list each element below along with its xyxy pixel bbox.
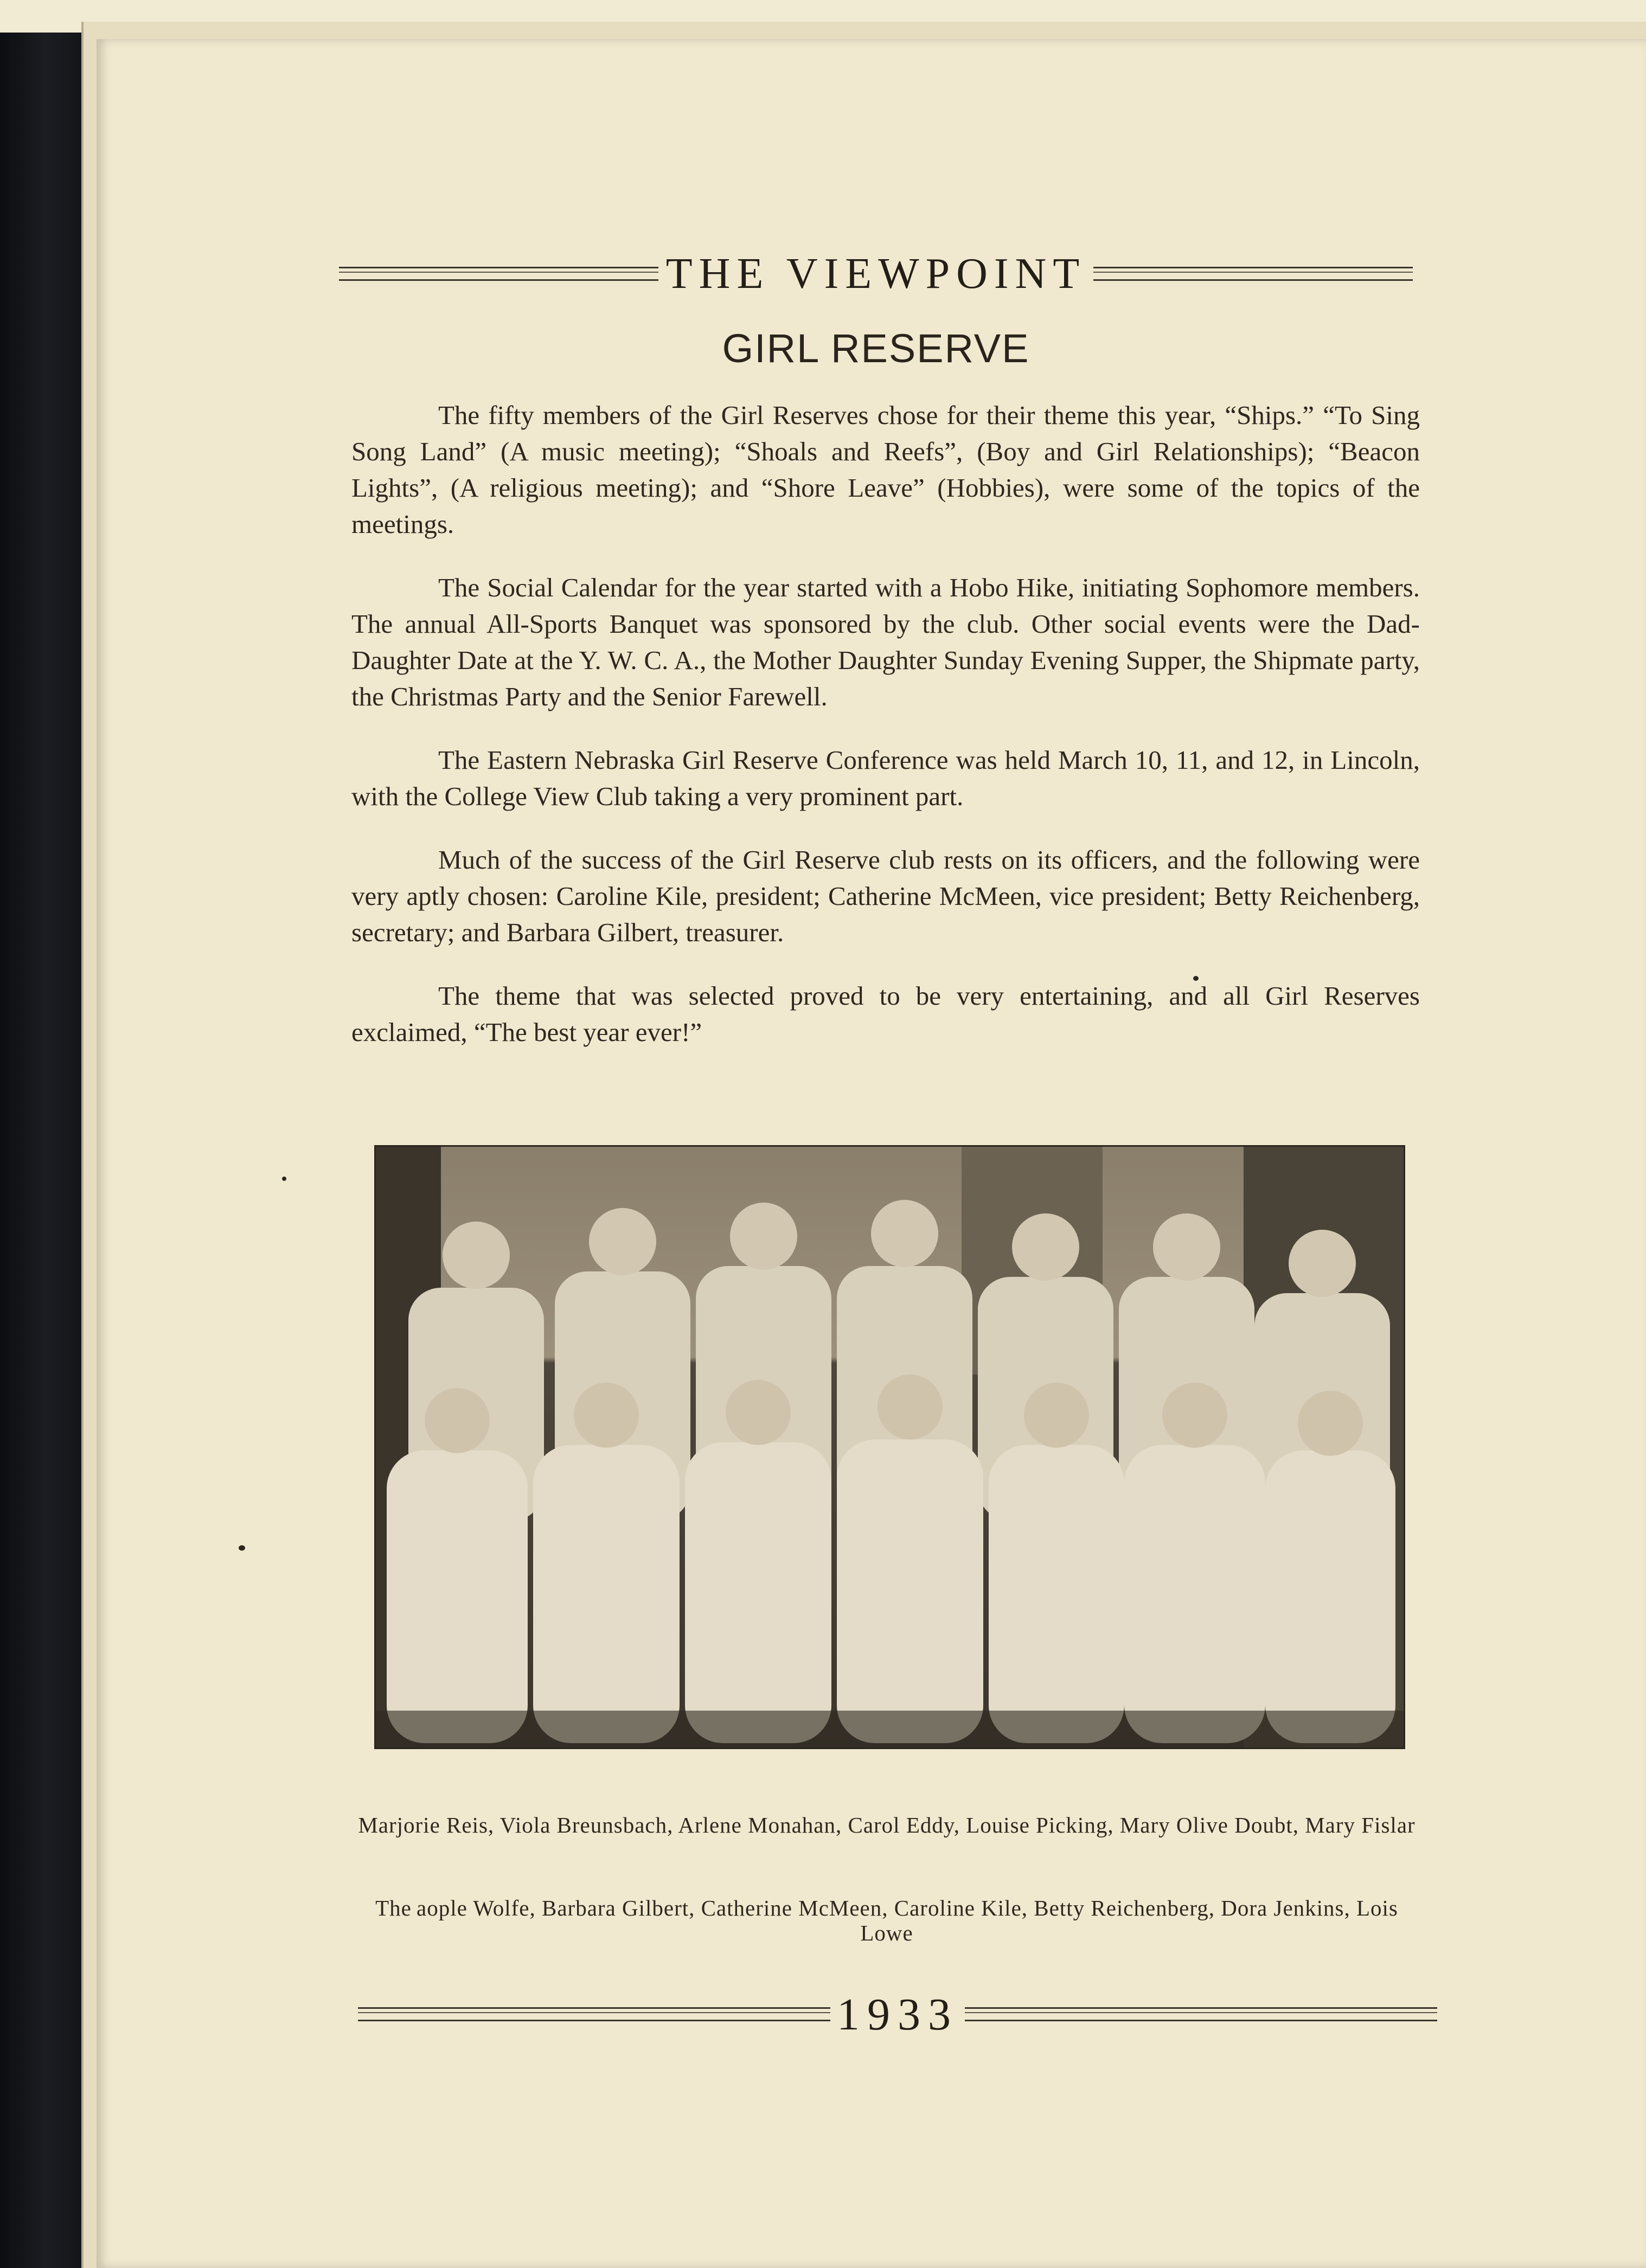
print-speck [239,1545,245,1551]
footer-rule-right [965,2007,1437,2021]
section-title: GIRL RESERVE [722,326,1030,371]
publication-title: THE VIEWPOINT [665,249,1086,298]
paragraph: Much of the success of the Girl Reserve club rests on its officers, and the following were very aptly chosen: Caroline Kile, president; Catherine McMeen, vice president; Betty Reichenberg, secretary; and Barbara Gilbert, treasurer. [351,845,1420,947]
paragraph: The Eastern Nebraska Girl Reserve Conference was held March 10, 11, and 12, in Lincoln, with the College View Club taking a very prominent part. [351,745,1420,811]
footer-rule-left [358,2007,830,2021]
header-rule-right [1093,267,1413,281]
group-photo-illustration [376,1147,1404,1747]
running-header [339,244,1413,304]
photo-caption-back-row: The aople Wolfe, Barbara Gilbert, Catherine McMeen, Caroline Kile, Betty Reichenberg, Dora Jenkins, Lois Lowe [375,1896,1398,1945]
running-footer [358,1984,1437,2044]
group-photograph [374,1145,1405,1749]
publication-year: 1933 [837,1989,958,2040]
photo-caption-front-row: Marjorie Reis, Viola Breunsbach, Arlene Monahan, Carol Eddy, Louise Picking, Mary Olive Doubt, Mary Fislar [358,1813,1416,1837]
print-speck [1193,976,1199,981]
article-body [351,397,1420,1077]
paragraph: The theme that was selected proved to be very entertaining, and all Girl Reserves exclaimed, “The best year ever!” [351,981,1420,1047]
header-rule-left [339,267,658,281]
paragraph: The fifty members of the Girl Reserves chose for their theme this year, “Ships.” “To Sing Song Land” (A music meeting); “Shoals and Reefs”, (Boy and Girl Relationships); “Beacon Lights”, (A religious meeting); and “Shore Leave” (Hobbies), were some of the topics of the meetings. [351,400,1420,539]
paragraph: The Social Calendar for the year started with a Hobo Hike, initiating Sophomore members. The annual All-Sports Banquet was sponsored by the club. Other social events were the Dad-Daughter Date at the Y. W. C. A., the Mother Daughter Sunday Evening Supper, the Shipmate party, the Christmas Party and the Senior Farewell. [351,573,1420,711]
print-speck [282,1177,286,1181]
